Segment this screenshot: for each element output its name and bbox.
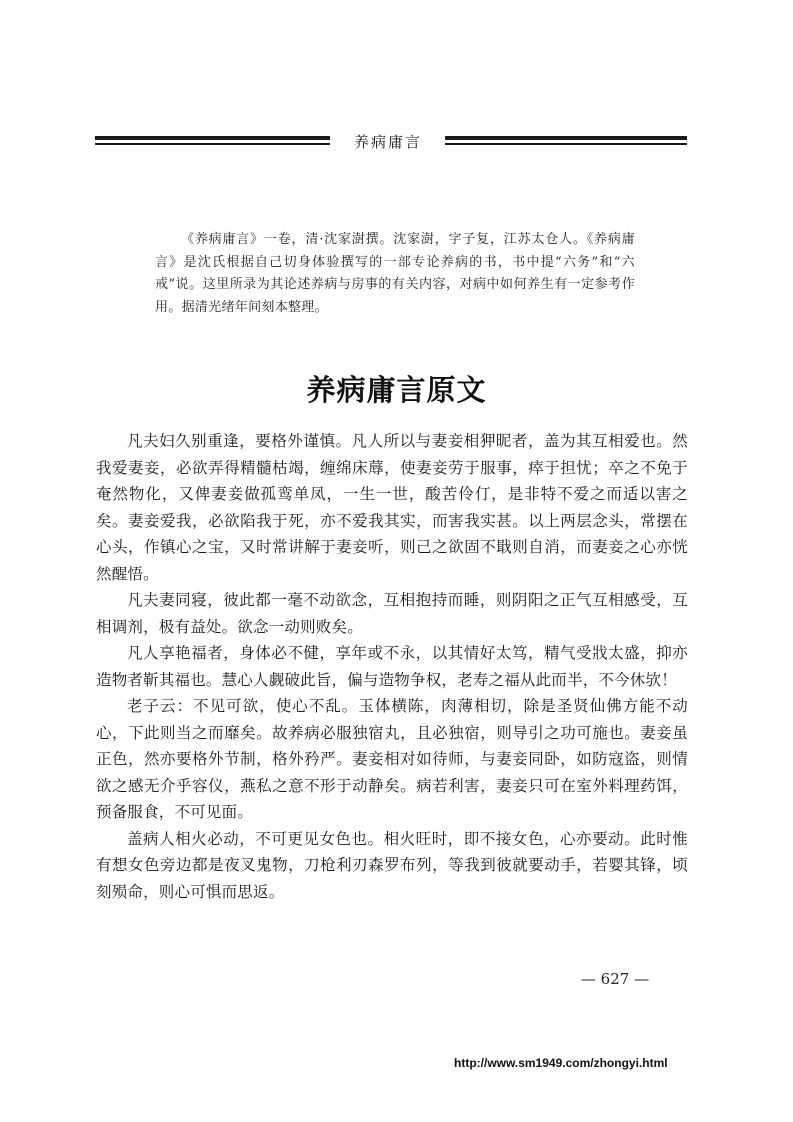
intro-paragraph: 《养病庸言》一卷，清·沈家澍撰。沈家澍，字子复，江苏太仓人。《养病庸言》是沈氏根据自己切身体验撰写的一部专论养病的书，书中提“六务”和“六戒”说。这里所录为其论述养病与房事的有关内容，对病中如何养生有一定参考作用。据清光绪年间刻本整理。 xyxy=(155,232,635,315)
body-paragraph: 老子云：不见可欲，使心不乱。玉体横陈，肉薄相切，除是圣贤仙佛方能不动心，下此则当之而靡矣。故养病必服独宿丸，且必独宿，则导引之功可施也。妻妾虽正色，然亦要格外节制，格外矜严。妻妾相对如待师，与妻妾同卧，如防寇盗，则情欲之感无介乎容仪，燕私之意不形于动静矣。病若利害，妻妾只可在室外料理药饵，预备服食，不可见面。 xyxy=(96,697,688,821)
article-body xyxy=(96,428,688,905)
body-paragraph: 凡人享艳福者，身体必不健，享年或不永，以其情好太笃，精气受戕太盛，抑亦造物者靳其福也。慧心人觑破此旨，偏与造物争权，老寿之福从此而半，不今休欤！ xyxy=(96,644,688,689)
header-rule-left xyxy=(95,134,330,148)
intro-note xyxy=(155,229,635,319)
body-paragraph: 盖病人相火必动，不可更见女色也。相火旺时，即不接女色，心亦要动。此时惟有想女色旁边都是夜叉鬼物，刀枪利刃森罗布列，等我到彼就要动手，若婴其锋，顷刻殒命，则心可惧而思返。 xyxy=(96,829,688,901)
running-header xyxy=(95,130,687,154)
source-url-link[interactable]: http://www.sm1949.com/zhongyi.html xyxy=(454,1056,668,1070)
article-title: 养病庸言原文 xyxy=(306,373,487,407)
header-rule-right xyxy=(445,134,687,148)
body-paragraph: 凡夫妻同寝，彼此都一毫不动欲念，互相抱持而睡，则阴阳之正气互相感受，互相调剂，极有益处。欲念一动则败矣。 xyxy=(96,591,688,636)
header-title: 养病庸言 xyxy=(353,133,422,151)
body-paragraph: 凡夫妇久别重逢，要格外谨慎。凡人所以与妻妾相狎昵者，盖为其互相爱也。然我爱妻妾，必欲弄得精髓枯竭，缠绵床蓐，使妻妾劳于服事，瘁于担忧；卒之不免于奄然物化，又俾妻妾做孤鸾单凤，一生一世，酸苦伶仃，是非特不爱之而适以害之矣。妻妾爱我，必欲陷我于死，亦不爱我其实，而害我实甚。以上两层念头，常摆在心头，作镇心之宝，又时常讲解于妻妾听，则己之欲固不戢则自消，而妻妾之心亦恍然醒悟。 xyxy=(96,432,688,583)
page-number: — 627 — xyxy=(580,970,650,988)
